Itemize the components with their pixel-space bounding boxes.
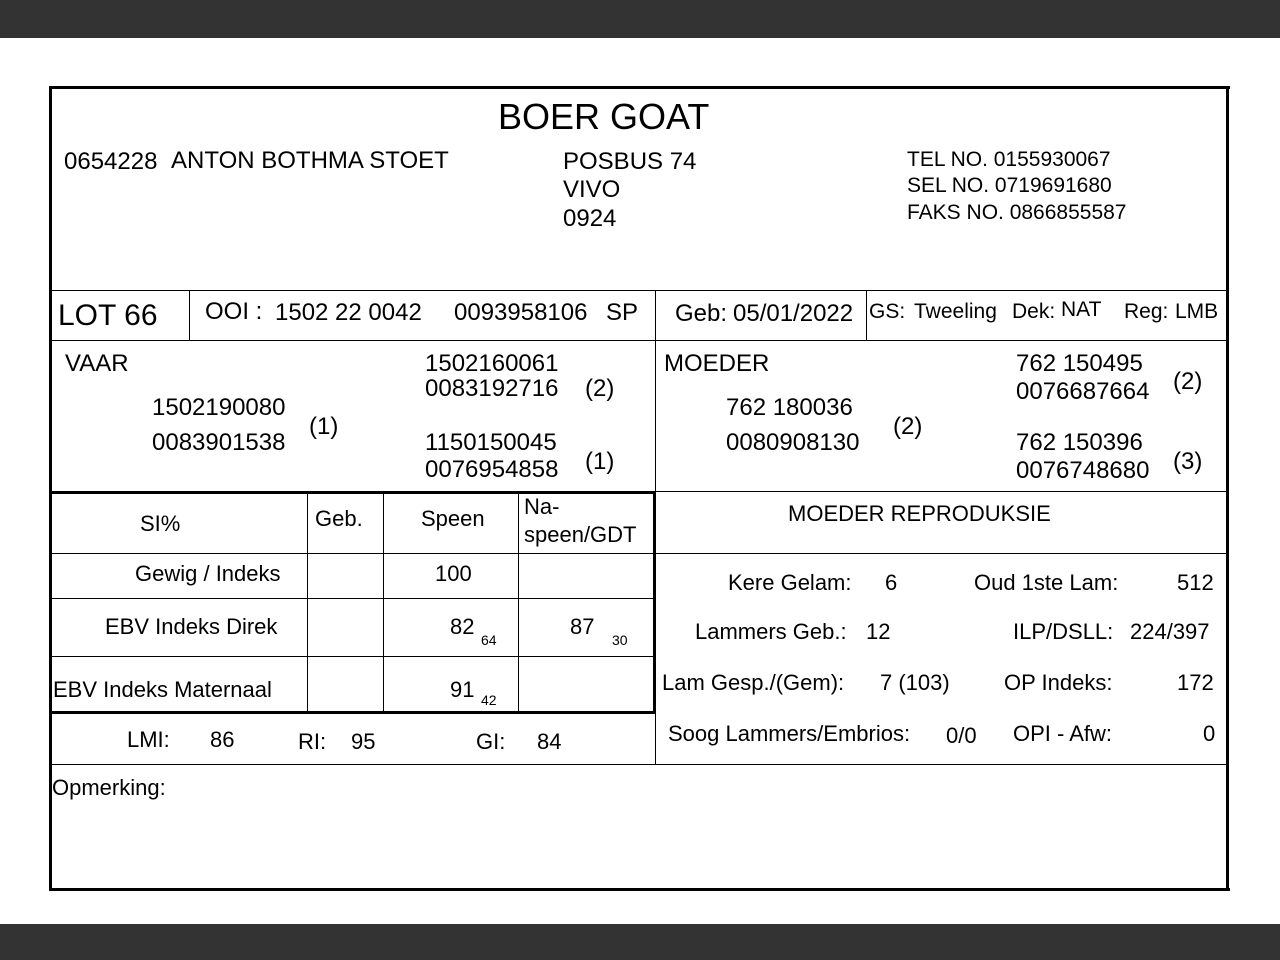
moeder-label: MOEDER xyxy=(664,350,770,377)
vaar-sire-id-1: 1502160061 xyxy=(425,350,559,377)
ri-value: 95 xyxy=(351,729,376,754)
lam-gesp-label: Lam Gesp./(Gem): xyxy=(662,670,845,695)
op-label: OP Indeks: xyxy=(1004,670,1113,695)
si-header-label: SI% xyxy=(140,511,181,536)
si-header-geb: Geb. xyxy=(315,506,363,531)
soog-value: 0/0 xyxy=(946,723,977,748)
sel-number: SEL NO. 0719691680 xyxy=(907,174,1112,197)
lammers-geb-label: Lammers Geb.: xyxy=(695,619,847,644)
address-line-1: POSBUS 74 xyxy=(563,148,697,175)
breeder-name: ANTON BOTHMA STOET xyxy=(171,147,449,174)
oud-label: Oud 1ste Lam: xyxy=(974,570,1119,595)
moeder-sire-id-2: 0076687664 xyxy=(1016,378,1150,405)
geb-date: 05/01/2022 xyxy=(733,300,854,327)
vaar-dam-id-2: 0076954858 xyxy=(425,456,559,483)
si-row-3-speen: 91 xyxy=(450,677,475,702)
reg-label: Reg: xyxy=(1124,300,1169,323)
si-row-2-label: EBV Indeks Direk xyxy=(105,614,278,639)
si-col-divider-2 xyxy=(383,493,384,711)
si-row-2-naspeen-sub: 30 xyxy=(612,632,628,648)
remarks-label: Opmerking: xyxy=(52,775,166,800)
ooi-id: 1502 22 0042 xyxy=(275,299,422,326)
si-row-1-speen: 100 xyxy=(435,561,472,586)
lot-row-top-line xyxy=(51,290,1227,291)
gs-value: Tweeling xyxy=(914,300,997,323)
kere-gelam-value: 6 xyxy=(885,570,898,595)
faks-number: FAKS NO. 0866855587 xyxy=(907,201,1127,224)
moeder-dam-grade: (3) xyxy=(1173,448,1203,475)
opi-label: OPI - Afw: xyxy=(1013,721,1113,746)
ri-label: RI: xyxy=(298,729,327,754)
frame-left xyxy=(49,86,52,891)
vaar-id-2: 0083901538 xyxy=(152,429,286,456)
moeder-id-2: 0080908130 xyxy=(726,429,860,456)
lot-divider xyxy=(189,290,190,341)
si-row-2-naspeen: 87 xyxy=(570,614,595,639)
si-row-line-2 xyxy=(51,598,654,599)
moeder-grade: (2) xyxy=(893,413,923,440)
geb-divider xyxy=(655,290,656,341)
vaar-sire-grade: (2) xyxy=(585,375,615,402)
breeder-code: 0654228 xyxy=(64,148,158,175)
ilp-value: 224/397 xyxy=(1130,619,1210,644)
ilp-label: ILP/DSLL: xyxy=(1013,619,1114,644)
si-row-line-3 xyxy=(51,656,654,657)
ooi-label: OOI : xyxy=(205,298,263,325)
gi-label: GI: xyxy=(476,729,506,754)
moeder-dam-id-2: 0076748680 xyxy=(1016,457,1150,484)
lmi-value: 86 xyxy=(210,727,235,752)
geb-label: Geb: xyxy=(675,300,728,327)
si-col-divider-1 xyxy=(307,493,308,711)
si-header-speen: Speen xyxy=(421,506,485,531)
si-row-3-label: EBV Indeks Maternaal xyxy=(53,677,272,702)
vaar-grade: (1) xyxy=(309,413,339,440)
indices-row-bottom xyxy=(51,764,1227,765)
lam-gesp-value: 7 (103) xyxy=(880,670,950,695)
gs-label: GS: xyxy=(869,300,906,323)
frame-bottom xyxy=(49,888,1230,891)
lot-number: LOT 66 xyxy=(58,299,158,332)
gi-value: 84 xyxy=(537,729,562,754)
reg-value: LMB xyxy=(1175,300,1219,323)
ooi-number: 0093958106 xyxy=(454,299,588,326)
vaar-id-1: 1502190080 xyxy=(152,394,286,421)
moeder-dam-id-1: 762 150396 xyxy=(1016,429,1143,456)
si-col-divider-3 xyxy=(518,493,519,711)
repro-top-line xyxy=(656,491,1227,492)
si-table-right xyxy=(653,491,656,714)
vaar-dam-grade: (1) xyxy=(585,448,615,475)
si-row-2-speen-sub: 64 xyxy=(481,632,497,648)
oud-value: 512 xyxy=(1177,570,1214,595)
kere-gelam-label: Kere Gelam: xyxy=(728,570,852,595)
address-line-2: VIVO xyxy=(563,176,621,203)
si-table-top xyxy=(51,491,656,494)
si-row-1-label: Gewig / Indeks xyxy=(135,561,281,586)
moeder-sire-id-1: 762 150495 xyxy=(1016,350,1143,377)
soog-label: Soog Lammers/Embrios: xyxy=(668,721,911,746)
lammers-geb-value: 12 xyxy=(866,619,891,644)
moeder-sire-grade: (2) xyxy=(1173,368,1203,395)
dek-value: NAT xyxy=(1061,298,1102,321)
lot-row-bottom-line xyxy=(51,340,1227,341)
address-line-3: 0924 xyxy=(563,205,617,232)
si-row-line-1 xyxy=(51,553,1227,554)
moeder-id-1: 762 180036 xyxy=(726,394,853,421)
vaar-sire-id-2: 0083192716 xyxy=(425,375,559,402)
frame-right xyxy=(1226,86,1229,891)
ooi-code: SP xyxy=(606,299,639,326)
card-title: BOER GOAT xyxy=(498,96,710,137)
si-header-naspeen-1: Na- xyxy=(524,494,560,519)
si-row-3-speen-sub: 42 xyxy=(481,692,497,708)
repro-title: MOEDER REPRODUKSIE xyxy=(788,501,1051,526)
op-value: 172 xyxy=(1177,670,1214,695)
si-table-bottom xyxy=(51,711,656,714)
lmi-label: LMI: xyxy=(127,727,170,752)
vaar-label: VAAR xyxy=(65,350,129,377)
gs-divider xyxy=(866,290,867,341)
vaar-dam-id-1: 1150150045 xyxy=(425,429,557,456)
tel-number: TEL NO. 0155930067 xyxy=(907,148,1111,171)
opi-value: 0 xyxy=(1203,721,1216,746)
frame-top xyxy=(49,86,1230,89)
si-header-naspeen-2: speen/GDT xyxy=(524,522,637,547)
si-row-2-speen: 82 xyxy=(450,614,475,639)
dek-label: Dek: xyxy=(1012,300,1056,323)
